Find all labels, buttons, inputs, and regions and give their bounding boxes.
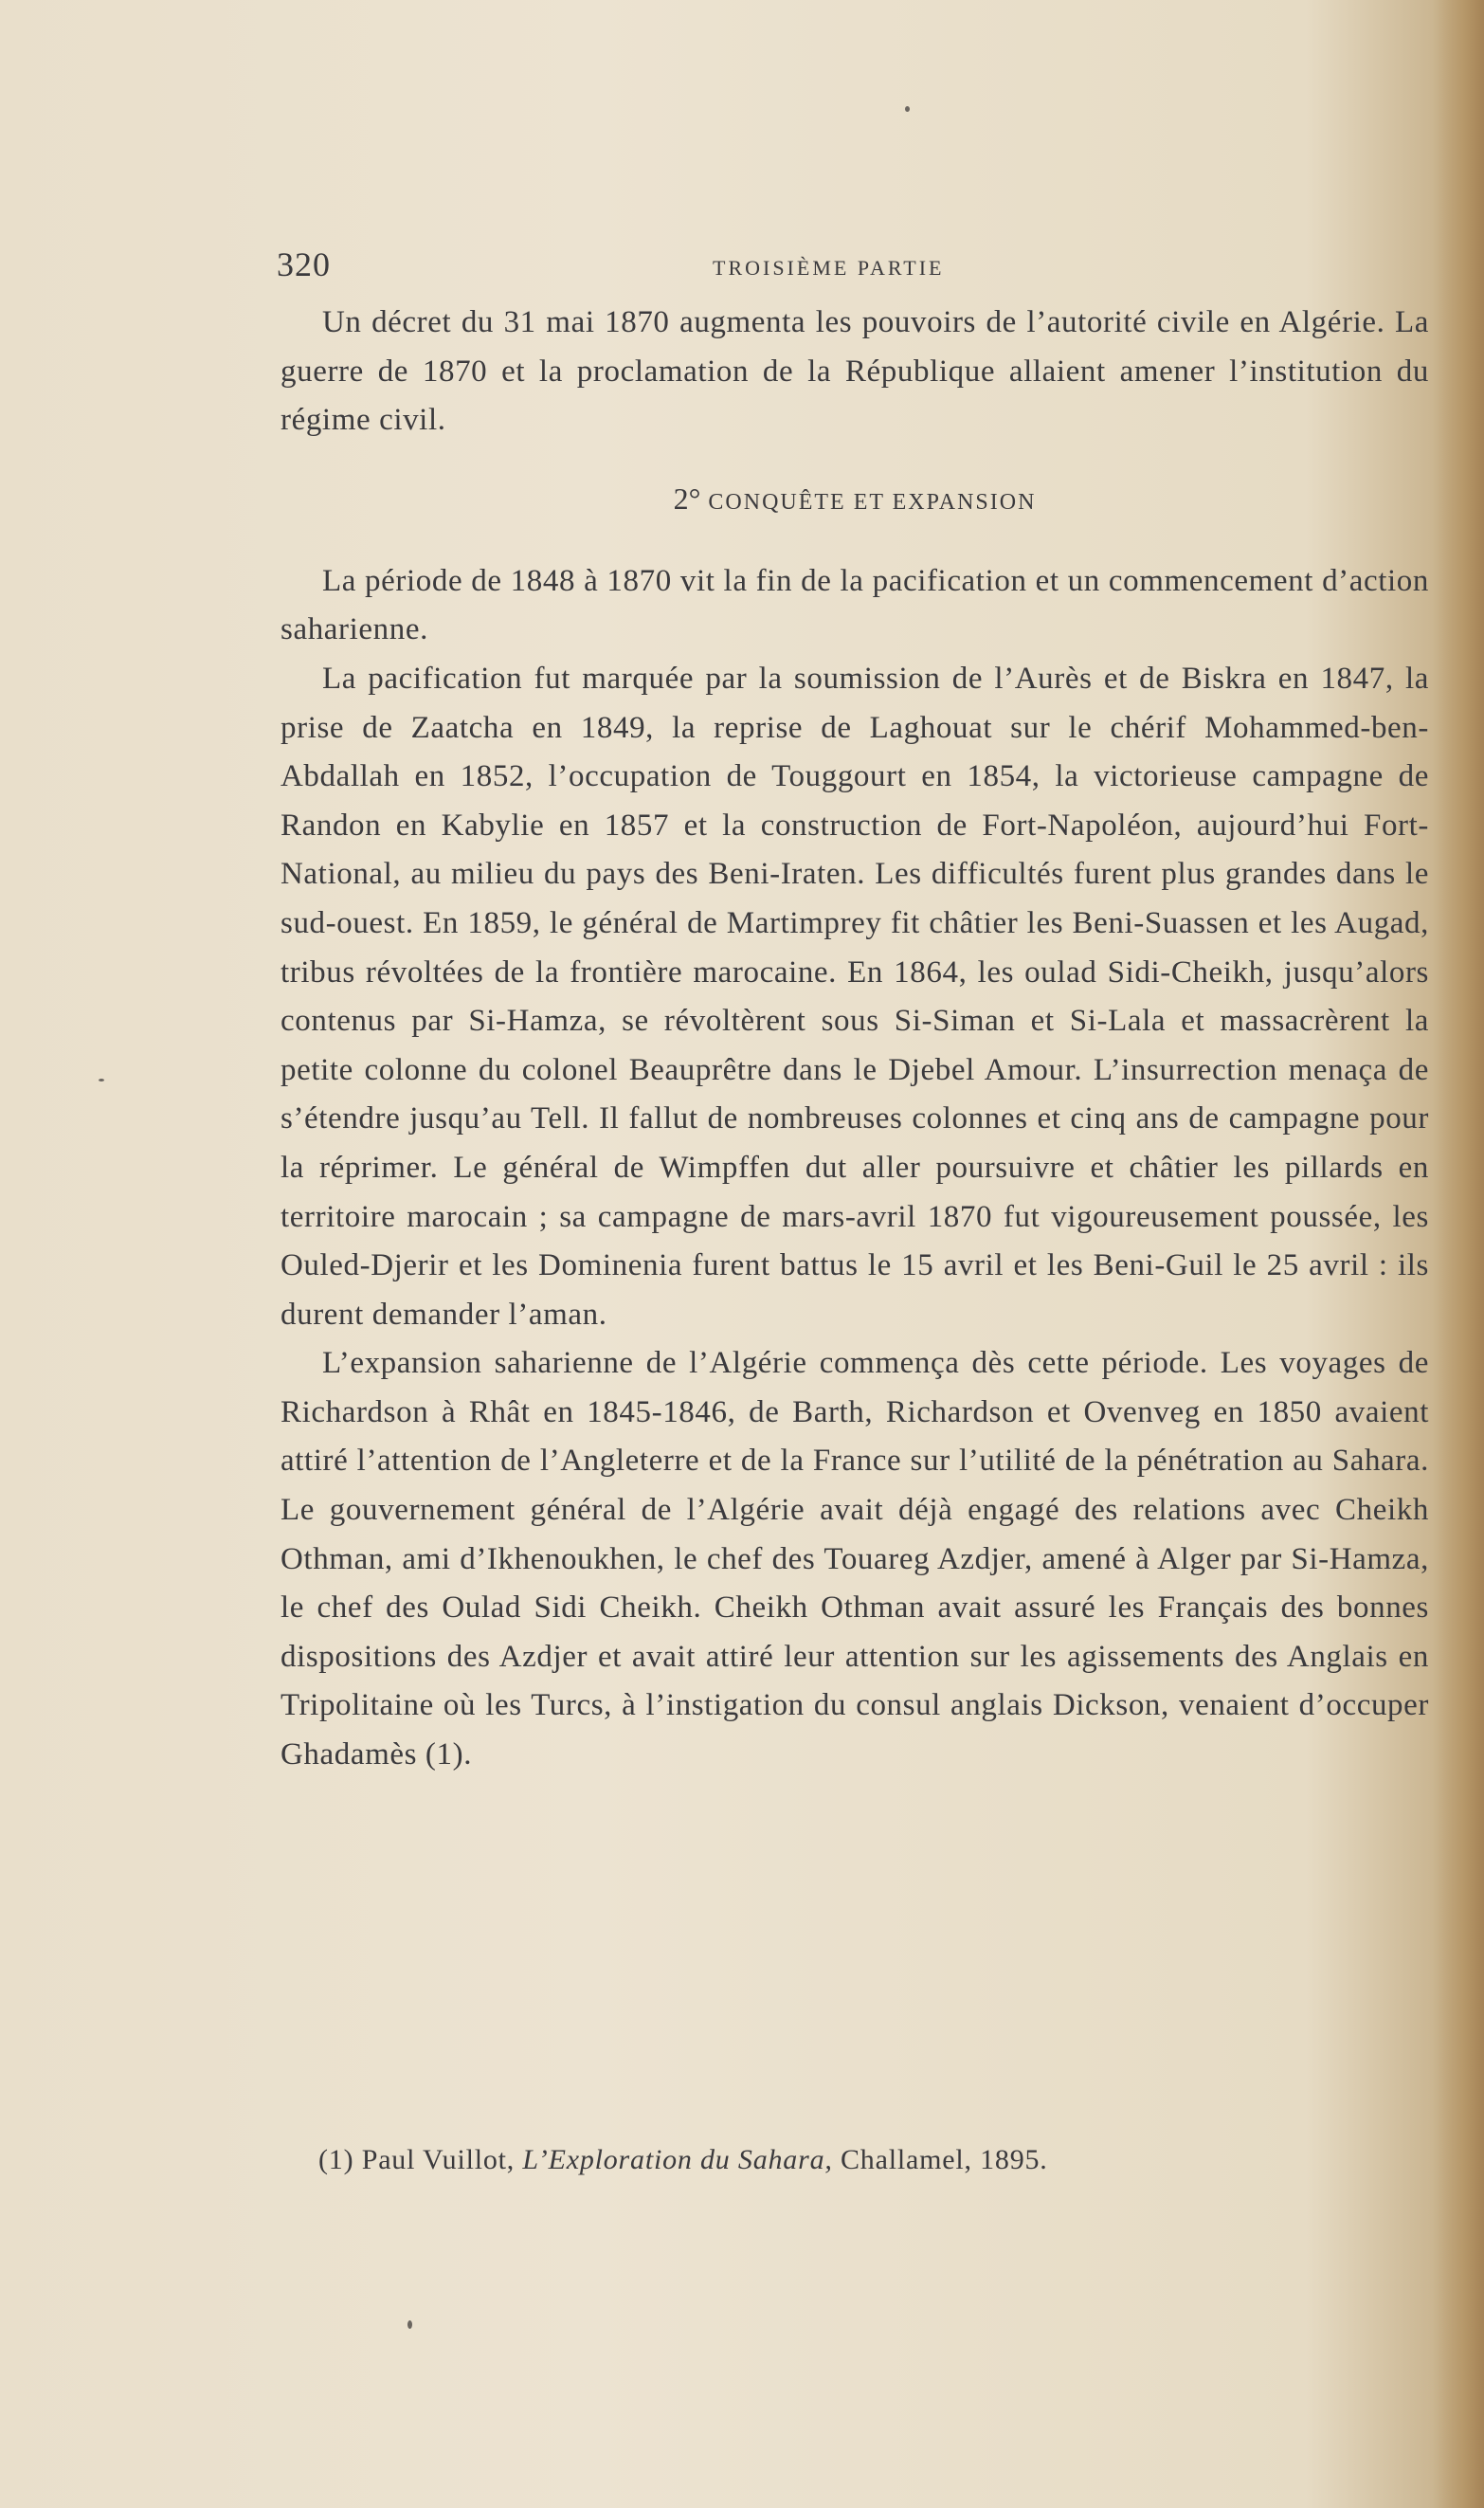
page-edge-shadow (1432, 0, 1484, 2508)
page-number: 320 (277, 245, 331, 283)
footnote-marker: (1) (318, 2144, 354, 2175)
section-title: CONQUÊTE ET EXPANSION (708, 489, 1037, 515)
paragraph: La période de 1848 à 1870 vit la fin de la pacification et un commencement d’action saharienne. (281, 563, 1429, 647)
section-heading (281, 480, 1429, 521)
ink-speck (99, 1079, 104, 1081)
running-head: TROISIÈME PARTIE (713, 256, 945, 280)
paragraph: Un décret du 31 mai 1870 augmenta les pouvoirs de l’autorité civile en Algérie. La guerre de 1870 et la proclamation de la République allaient amener l’institution du régime civil. (281, 305, 1429, 438)
footnote-title: L’Exploration du Sahara, (522, 2144, 833, 2175)
body-text (281, 299, 1429, 1780)
footnote (318, 2144, 1437, 2176)
ink-speck (407, 2320, 412, 2329)
paragraph: L’expansion saharienne de l’Algérie commença dès cette période. Les voyages de Richardson à Rhât en 1845-1846, de Barth, Richardson et Ovenveg en 1850 avaient attiré l’attention de l’Angleterre et de la France sur l’utilité de la pénétration au Sahara. Le gouvernement général de l’Algérie avait déjà engagé des relations avec Cheikh Othman, ami d’Ikhenoukhen, le chef des Touareg Azdjer, amené à Alger par Si-Hamza, le chef des Oulad Sidi Cheikh. Cheikh Othman avait assuré les Français des bonnes dispositions des Azdjer et avait attiré leur attention sur les agissements des Anglais en Tripolitaine où les Turcs, à l’instigation du consul anglais Dickson, venaient d’occuper Ghadamès (1). (281, 1346, 1429, 1772)
section-number: 2° (673, 481, 701, 516)
page-header (277, 245, 1433, 292)
paragraph: La pacification fut marquée par la soumission de l’Aurès et de Biskra en 1847, la prise de Zaatcha en 1849, la reprise de Laghouat sur le chérif Mohammed-ben-Abdallah en 1852, l’occupation de Touggourt en 1854, la victorieuse campagne de Randon en Kabylie en 1857 et la construction de Fort-Napoléon, aujourd’hui Fort-National, au milieu du pays des Beni-Iraten. Les difficultés furent plus grandes dans le sud-ouest. En 1859, le général de Martimprey fit châtier les Beni-Suassen et les Augad, tribus révoltées de la frontière marocaine. En 1864, les oulad Sidi-Cheikh, jusqu’alors contenus par Si-Hamza, se révoltèrent sous Si-Siman et Si-Lala et massacrèrent la petite colonne du colonel Beauprêtre dans le Djebel Amour. L’insurrection menaça de s’étendre jusqu’au Tell. Il fallut de nombreuses colonnes et cinq ans de campagne pour la réprimer. Le général de Wimpffen dut aller poursuivre et châtier les pillards en territoire marocain ; sa campagne de mars-avril 1870 fut vigoureusement poussée, les Ouled-Djerir et les Dominenia furent battus le 15 avril et les Beni-Guil le 25 avril : ils durent demander l’aman. (281, 661, 1429, 1332)
ink-speck (905, 106, 910, 112)
footnote-author: Paul Vuillot, (361, 2144, 516, 2175)
footnote-publisher: Challamel, 1895. (841, 2144, 1048, 2175)
